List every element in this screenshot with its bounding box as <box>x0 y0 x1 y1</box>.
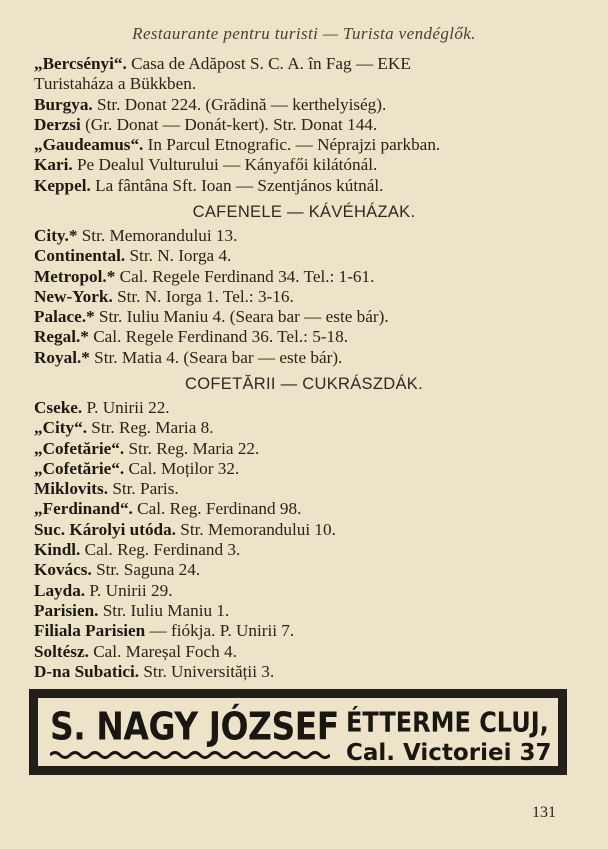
list-item: „Ferdinand“. Cal. Reg. Ferdinand 98. <box>34 499 302 519</box>
list-item: New-York. Str. N. Iorga 1. Tel.: 3-16. <box>34 286 294 306</box>
section-title: COFETĂRII — CUKRÁSZDÁK. <box>185 375 423 393</box>
list-item: City.* Str. Memorandului 13. <box>34 226 238 245</box>
list-item: Miklovits. Str. Paris. <box>34 479 179 499</box>
list-item: Kindl. Cal. Reg. Ferdinand 3. <box>34 540 241 560</box>
list-item: Cseke. P. Unirii 22. <box>34 398 170 417</box>
list-item: „Bercsényi“. Casa de Adăpost S. C. A. în Fag — EKE <box>34 54 411 73</box>
list-item: „Cofetărie“. Str. Reg. Maria 22. <box>34 438 260 458</box>
list-item: „City“. Str. Reg. Maria 8. <box>34 418 214 438</box>
list-item: Derzsi (Gr. Donat — Donát-kert). Str. Donat 144. <box>34 114 378 134</box>
list-item: Filiala Parisien — fiókja. P. Unirii 7. <box>34 621 295 641</box>
list-item: Regal.* Cal. Regele Ferdinand 36. Tel.: 5-18. <box>34 327 349 347</box>
page-number: 131 <box>532 804 556 821</box>
list-item: D-na Subatici. Str. Universității 3. <box>34 661 275 681</box>
list-item: Continental. Str. N. Iorga 4. <box>34 246 232 266</box>
list-item: Burgya. Str. Donat 224. (Grădină — kerthelyiség). <box>34 94 387 114</box>
pastry-section <box>34 372 574 396</box>
restaurant-list <box>34 54 574 196</box>
ad-restaurant-city: ÉTTERME CLUJ, <box>346 706 549 739</box>
list-item: Palace.* Str. Iuliu Maniu 4. (Seara bar — este bár). <box>34 307 389 327</box>
wave-ornament-icon <box>50 750 330 760</box>
pastry-list <box>34 398 574 682</box>
list-item: Soltész. Cal. Mareșal Foch 4. <box>34 641 237 661</box>
page-header: Restaurante pentru turisti — Turista vendéglők. <box>132 24 476 43</box>
list-item: Turistaháza a Bükkben. <box>34 74 197 94</box>
cafes-section <box>34 200 574 224</box>
list-item: Metropol.* Cal. Regele Ferdinand 34. Tel.: 1-61. <box>34 266 375 286</box>
list-item: Keppel. La fântâna Sft. Ioan — Szentjános kútnál. <box>34 175 384 195</box>
list-item: Kovács. Str. Saguna 24. <box>34 560 201 580</box>
list-item: Suc. Károlyi utóda. Str. Memorandului 10. <box>34 519 336 539</box>
advertisement-banner <box>29 689 567 775</box>
advertisement-inner <box>36 696 560 768</box>
section-title: CAFENELE — KÁVÉHÁZAK. <box>192 203 416 221</box>
list-item: Royal.* Str. Matia 4. (Seara bar — este bár). <box>34 347 343 367</box>
list-item: Layda. P. Unirii 29. <box>34 580 173 600</box>
ad-owner-name: S. NAGY JÓZSEF <box>50 704 339 749</box>
list-item: Parisien. Str. Iuliu Maniu 1. <box>34 600 230 620</box>
cafes-list <box>34 226 574 368</box>
list-item: „Gaudeamus“. In Parcul Etnografic. — Néprajzi parkban. <box>34 135 441 155</box>
list-item: Kari. Pe Dealul Vulturului — Kányafői kilátónál. <box>34 155 378 175</box>
list-item: „Cofetărie“. Cal. Moților 32. <box>34 458 240 478</box>
ad-address: Cal. Victoriei 37 <box>346 740 552 766</box>
